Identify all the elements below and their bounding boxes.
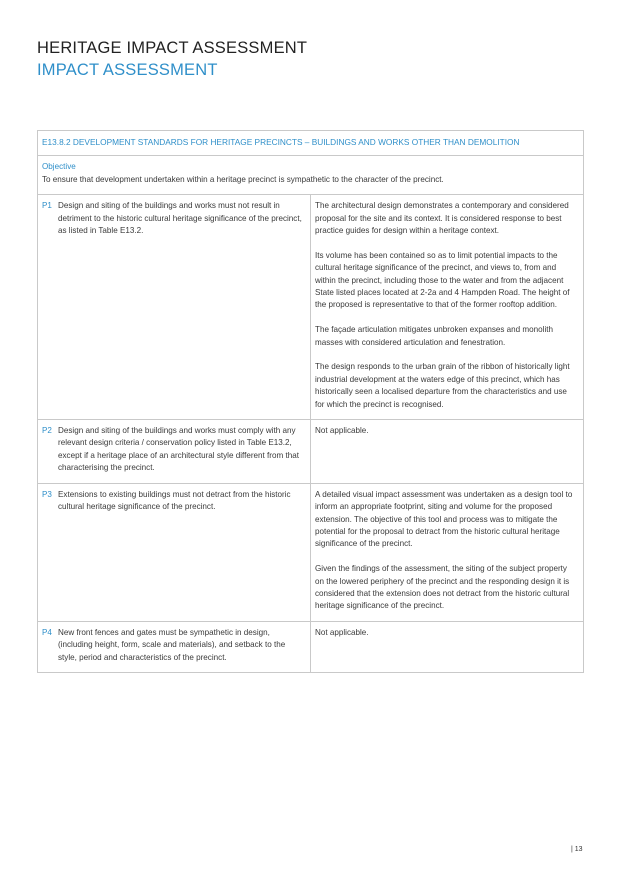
document-title: HERITAGE IMPACT ASSESSMENT (37, 39, 308, 57)
criterion-cell (38, 420, 311, 483)
table-heading: E13.8.2 DEVELOPMENT STANDARDS FOR HERITAGE PRECINCTS – BUILDINGS AND WORKS OTHER THAN DEMOLITION (38, 131, 583, 156)
criterion-number: P3 (42, 489, 52, 499)
objective-row (38, 156, 583, 195)
objective-text: To ensure that development undertaken within a heritage precinct is sympathetic to the character of the precinct. (42, 174, 444, 184)
response-paragraph: A detailed visual impact assessment was undertaken as a design tool to inform an appropriate footprint, siting and volume for the proposed extension. The objective of this tool and process was to mitigate the potential for the proposal to detract from the historic cultural heritage significance of the precinct. (315, 489, 573, 549)
response-paragraph: Not applicable. (315, 426, 369, 436)
response-paragraph: The design responds to the urban grain of the ribbon of historically light industrial development at the waters edge of this precinct, which has historically seen a localised departure from the characteristics and use for which the precinct is recognised. (315, 362, 570, 409)
page-number: | 13 (571, 846, 583, 853)
criterion-text: New front fences and gates must be sympathetic in design, (including height, form, scale and materials), and setback to the style, period and characteristics of the precinct. (58, 627, 286, 662)
response-cell (311, 420, 583, 483)
criterion-cell (38, 622, 311, 672)
table-row-p3 (38, 484, 583, 622)
response-cell (311, 195, 583, 419)
criterion-number: P2 (42, 426, 52, 436)
response-paragraph: Its volume has been contained so as to limit potential impacts to the cultural heritage significance of the precinct, and views to, from and within the precinct, including those to the water and from the adjacent State listed places located at 2-2a and 4 Hampden Road. The height of the proposed is representative to that of the former rooftop addition. (315, 250, 570, 310)
response-cell (311, 622, 583, 672)
standards-table (37, 130, 584, 673)
page-header (37, 38, 307, 80)
response-paragraph: The architectural design demonstrates a contemporary and considered proposal for the site and its context. It is considered response to best practice guides for design within a heritage context. (315, 201, 569, 236)
objective-label: Objective (42, 162, 76, 172)
response-paragraph: Not applicable. (315, 627, 369, 637)
table-row-p1 (38, 195, 583, 420)
criterion-cell (38, 484, 311, 621)
criterion-cell (38, 195, 311, 419)
response-paragraph: The façade articulation mitigates unbroken expanses and monolith masses with considered articulation and fenestration. (315, 325, 554, 347)
criterion-text: Design and siting of the buildings and works must not result in detriment to the historic cultural heritage significance of the precinct, as listed in Table E13.2. (58, 201, 302, 236)
criterion-number: P4 (42, 627, 52, 637)
response-cell (311, 484, 583, 621)
criterion-text: Design and siting of the buildings and works must comply with any relevant design criteria / conservation policy listed in Table E13.2, except if a heritage place of an architectural style different from that characterising the precinct. (58, 426, 299, 473)
section-title: IMPACT ASSESSMENT (37, 61, 218, 79)
table-row-p2 (38, 420, 583, 484)
table-row-p4 (38, 622, 583, 672)
criterion-number: P1 (42, 201, 52, 211)
response-paragraph: Given the findings of the assessment, the siting of the subject property on the lowered periphery of the precinct and the responding design it is considered that the extension does not detract from the historic cultural heritage significance of the precinct. (315, 564, 570, 611)
criterion-text: Extensions to existing buildings must not detract from the historic cultural heritage significance of the precinct. (58, 489, 291, 512)
